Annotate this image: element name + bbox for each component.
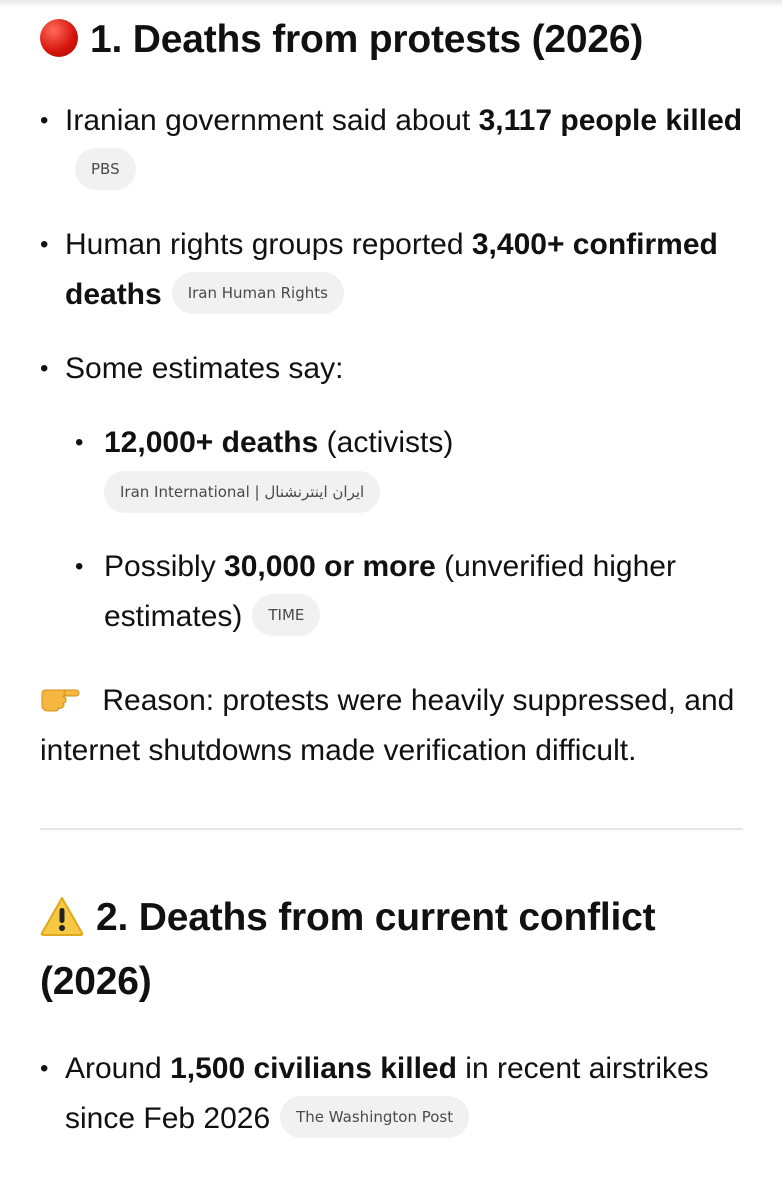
section-2-bullets xyxy=(40,1044,745,1144)
section-1-heading: 1. Deaths from protests (2026) xyxy=(40,8,745,72)
red-circle-icon xyxy=(40,19,78,57)
section-1-bullets xyxy=(40,96,745,642)
source-chip-iran-human-rights[interactable]: Iran Human Rights xyxy=(172,272,344,314)
section-divider xyxy=(40,828,743,830)
sub-list-item: • Possibly 30,000 or more (unverified higher estimates) TIME xyxy=(65,542,745,642)
sub-list-item: • 12,000+ deaths (activists) Iran International | ایران اینترنشنال xyxy=(65,418,745,518)
section-2-heading: 2. Deaths from current conflict (2026) xyxy=(40,896,656,1003)
list-item: • Around 1,500 civilians killed in recent airstrikes since Feb 2026 The Washington Post xyxy=(40,1044,745,1144)
source-chip-time[interactable]: TIME xyxy=(252,594,320,636)
pointing-hand-icon xyxy=(40,684,102,717)
source-chip-iran-international[interactable]: Iran International | ایران اینترنشنال xyxy=(104,471,380,513)
list-item: • Human rights groups reported 3,400+ confirmed deaths Iran Human Rights xyxy=(40,220,745,320)
warning-icon xyxy=(40,896,84,936)
chat-message-content xyxy=(40,0,745,1168)
list-item: • Iranian government said about 3,117 people killedPBS xyxy=(40,96,745,196)
reason-paragraph: Reason: protests were heavily suppressed, and internet shutdowns made verification difficult. xyxy=(40,684,735,767)
list-item: • Some estimates say: • 12,000+ deaths (activists) Iran International | ایران اینترنشنال • Possibly 30,000 or more (unverified higher estimates) TIME xyxy=(40,344,745,642)
sub-bullets xyxy=(65,418,745,642)
source-chip-pbs[interactable]: PBS xyxy=(75,148,136,190)
source-chip-washington-post[interactable]: The Washington Post xyxy=(280,1096,469,1138)
